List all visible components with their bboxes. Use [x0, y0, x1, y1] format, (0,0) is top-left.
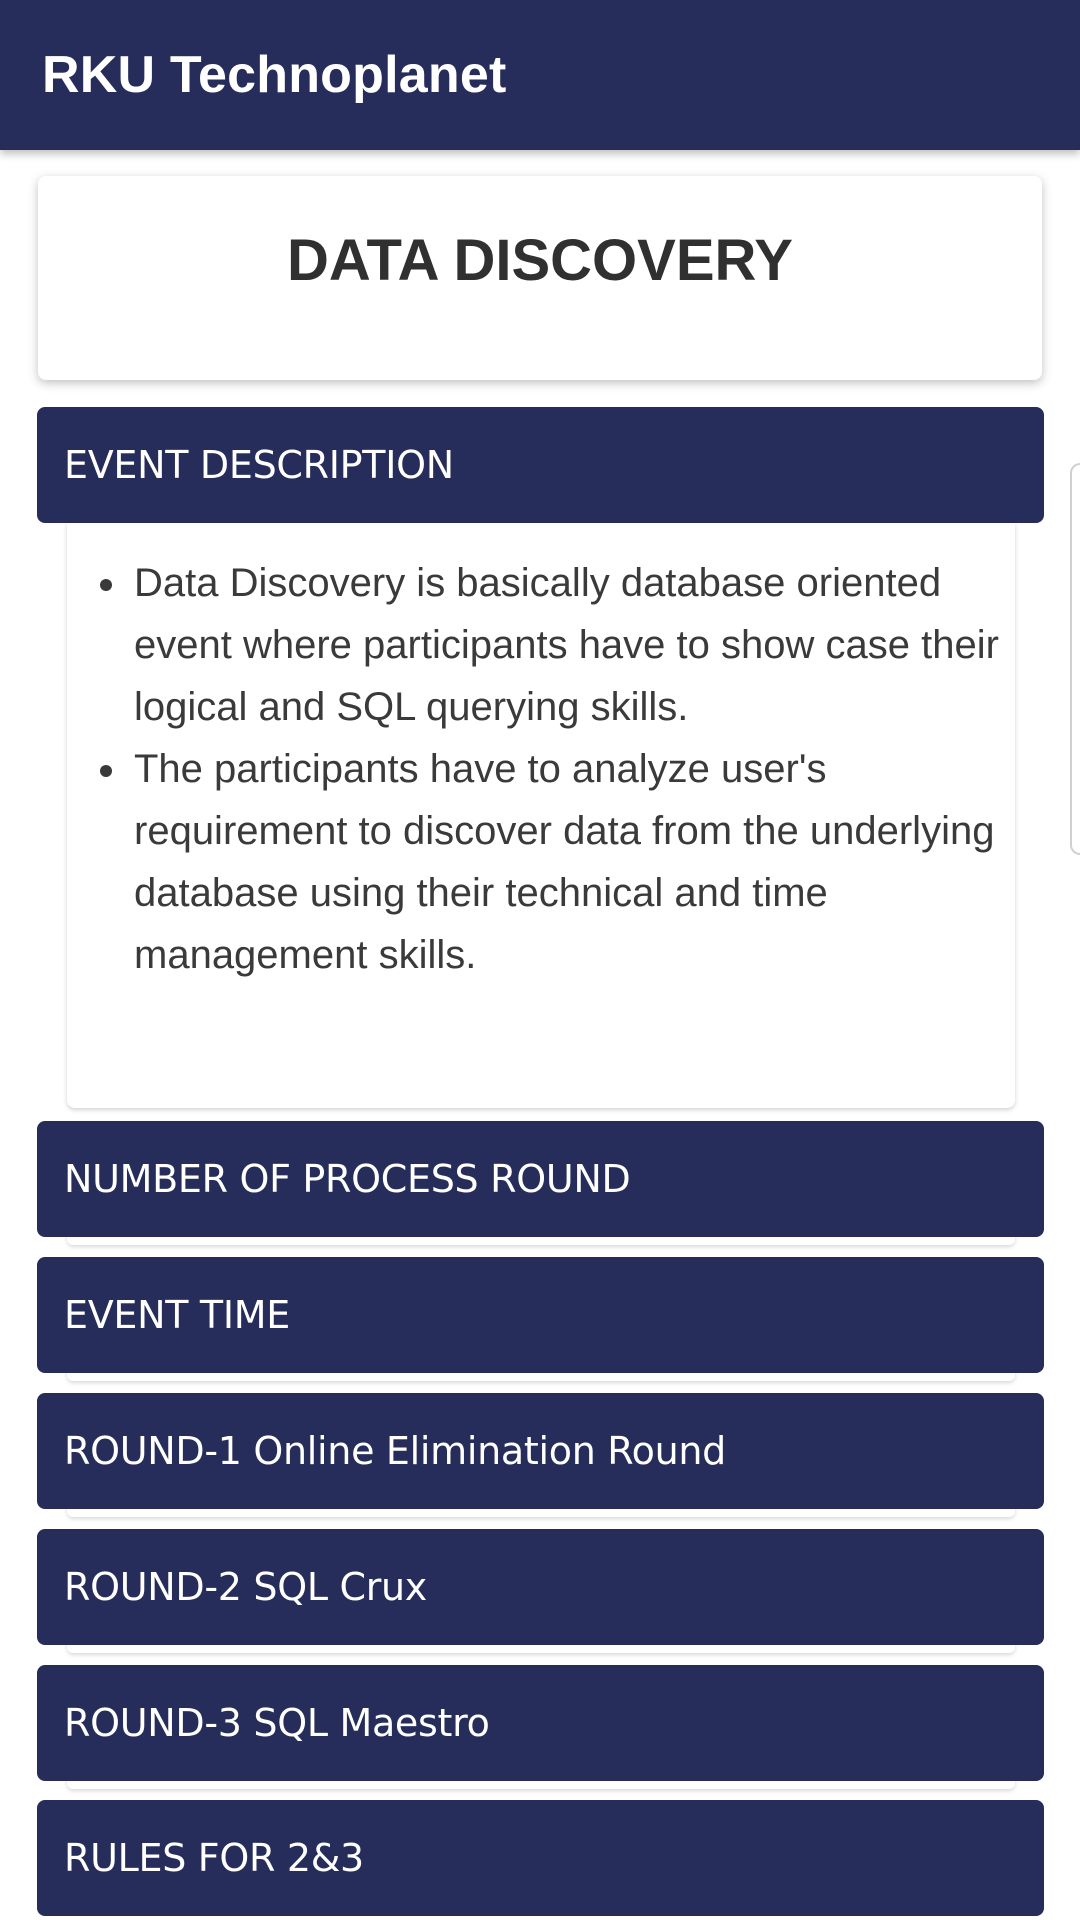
section-round-2-header[interactable]: ROUND-2 SQL Crux	[37, 1529, 1044, 1645]
app-bar	[0, 0, 1080, 150]
app-title: RKU Technoplanet	[42, 46, 507, 104]
list-item	[134, 552, 1014, 738]
section-event-description-header[interactable]: EVENT DESCRIPTION	[37, 407, 1044, 523]
edge-scroll-handle[interactable]	[1070, 463, 1080, 855]
description-text: The participants have to analyze user's requirement to discover data from the underlying database using their technical and time management skills.	[134, 747, 995, 977]
section-number-of-process-round-header[interactable]: NUMBER OF PROCESS ROUND	[37, 1121, 1044, 1237]
section-event-time-header[interactable]: EVENT TIME	[37, 1257, 1044, 1373]
event-description-list	[78, 552, 1014, 986]
bullet-icon	[100, 765, 112, 777]
section-round-1-header[interactable]: ROUND-1 Online Elimination Round	[37, 1393, 1044, 1509]
section-round-3-header[interactable]: ROUND-3 SQL Maestro	[37, 1665, 1044, 1781]
event-title: DATA DISCOVERY	[287, 228, 793, 293]
list-item	[134, 738, 1014, 986]
description-text: Data Discovery is basically database oriented event where participants have to show case their logical and SQL querying skills.	[134, 561, 999, 729]
section-rules-header[interactable]: RULES FOR 2&3	[37, 1800, 1044, 1916]
bullet-icon	[100, 579, 112, 591]
